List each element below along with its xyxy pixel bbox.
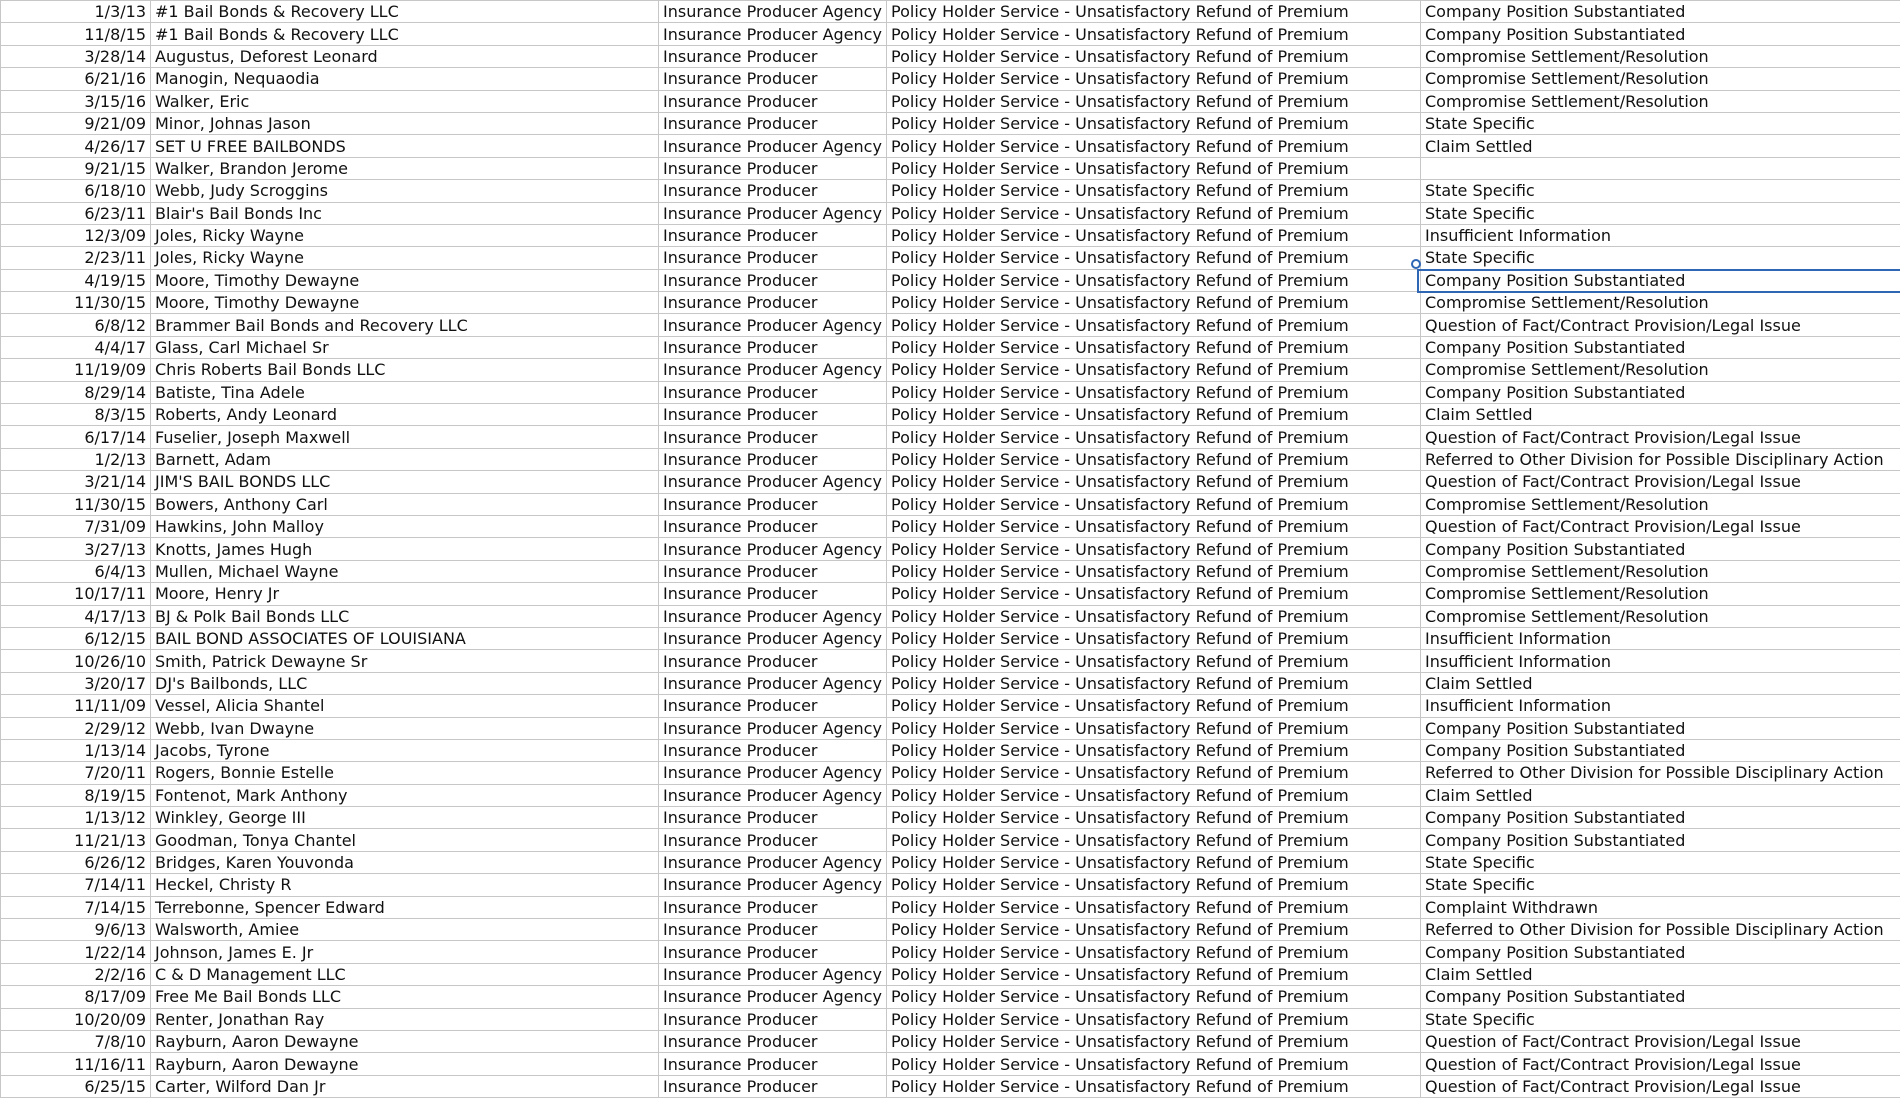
reason-cell[interactable]: Policy Holder Service - Unsatisfactory Refund of Premium bbox=[887, 68, 1421, 90]
license-type-cell[interactable]: Insurance Producer bbox=[659, 180, 887, 202]
table-row bbox=[1, 1, 1900, 23]
date-cell[interactable]: 9/21/09 bbox=[1, 112, 151, 134]
date-cell[interactable]: 3/20/17 bbox=[1, 672, 151, 694]
name-cell[interactable]: Moore, Timothy Dewayne bbox=[151, 269, 659, 291]
date-cell[interactable]: 8/19/15 bbox=[1, 784, 151, 806]
date-cell[interactable]: 8/29/14 bbox=[1, 381, 151, 403]
name-cell[interactable]: Fontenot, Mark Anthony bbox=[151, 784, 659, 806]
table-row bbox=[1, 627, 1900, 649]
name-cell[interactable]: Glass, Carl Michael Sr bbox=[151, 336, 659, 358]
reason-cell[interactable]: Policy Holder Service - Unsatisfactory Refund of Premium bbox=[887, 874, 1421, 896]
disposition-cell[interactable]: Insufficient Information bbox=[1421, 627, 1900, 649]
table-row bbox=[1, 695, 1900, 717]
date-cell[interactable]: 4/4/17 bbox=[1, 336, 151, 358]
table-row bbox=[1, 650, 1900, 672]
reason-cell[interactable]: Policy Holder Service - Unsatisfactory Refund of Premium bbox=[887, 269, 1421, 291]
license-type-cell[interactable]: Insurance Producer bbox=[659, 426, 887, 448]
table-row bbox=[1, 963, 1900, 985]
disposition-cell[interactable]: Compromise Settlement/Resolution bbox=[1421, 560, 1900, 582]
license-type-cell[interactable]: Insurance Producer Agency bbox=[659, 717, 887, 739]
license-type-cell[interactable]: Insurance Producer Agency bbox=[659, 1, 887, 23]
reason-cell[interactable]: Policy Holder Service - Unsatisfactory Refund of Premium bbox=[887, 247, 1421, 269]
table-row bbox=[1, 359, 1900, 381]
disposition-cell[interactable]: Company Position Substantiated bbox=[1421, 269, 1900, 291]
date-cell[interactable]: 11/30/15 bbox=[1, 493, 151, 515]
license-type-cell[interactable]: Insurance Producer bbox=[659, 650, 887, 672]
reason-cell[interactable]: Policy Holder Service - Unsatisfactory Refund of Premium bbox=[887, 448, 1421, 470]
license-type-cell[interactable]: Insurance Producer bbox=[659, 560, 887, 582]
license-type-cell[interactable]: Insurance Producer bbox=[659, 157, 887, 179]
reason-cell[interactable]: Policy Holder Service - Unsatisfactory Refund of Premium bbox=[887, 224, 1421, 246]
disposition-cell[interactable]: Claim Settled bbox=[1421, 135, 1900, 157]
date-cell[interactable]: 11/11/09 bbox=[1, 695, 151, 717]
date-cell[interactable]: 6/26/12 bbox=[1, 851, 151, 873]
disposition-cell[interactable]: Insufficient Information bbox=[1421, 695, 1900, 717]
table-row bbox=[1, 784, 1900, 806]
date-cell[interactable]: 9/21/15 bbox=[1, 157, 151, 179]
disposition-cell[interactable]: Company Position Substantiated bbox=[1421, 538, 1900, 560]
table-row bbox=[1, 269, 1900, 291]
disposition-cell[interactable]: State Specific bbox=[1421, 112, 1900, 134]
license-type-cell[interactable]: Insurance Producer bbox=[659, 292, 887, 314]
date-cell[interactable]: 1/2/13 bbox=[1, 448, 151, 470]
name-cell[interactable]: SET U FREE BAILBONDS bbox=[151, 135, 659, 157]
reason-cell[interactable]: Policy Holder Service - Unsatisfactory Refund of Premium bbox=[887, 1, 1421, 23]
license-type-cell[interactable]: Insurance Producer bbox=[659, 336, 887, 358]
table-row bbox=[1, 986, 1900, 1008]
table-row bbox=[1, 829, 1900, 851]
table-row bbox=[1, 1030, 1900, 1052]
name-cell[interactable]: DJ's Bailbonds, LLC bbox=[151, 672, 659, 694]
license-type-cell[interactable]: Insurance Producer Agency bbox=[659, 23, 887, 45]
name-cell[interactable]: Minor, Johnas Jason bbox=[151, 112, 659, 134]
date-cell[interactable]: 4/17/13 bbox=[1, 605, 151, 627]
reason-cell[interactable]: Policy Holder Service - Unsatisfactory Refund of Premium bbox=[887, 695, 1421, 717]
reason-cell[interactable]: Policy Holder Service - Unsatisfactory Refund of Premium bbox=[887, 292, 1421, 314]
date-cell[interactable]: 1/13/14 bbox=[1, 739, 151, 761]
disposition-cell[interactable]: State Specific bbox=[1421, 180, 1900, 202]
disposition-cell[interactable]: Referred to Other Division for Possible Disciplinary Action bbox=[1421, 762, 1900, 784]
license-type-cell[interactable]: Insurance Producer Agency bbox=[659, 202, 887, 224]
disposition-cell[interactable]: Company Position Substantiated bbox=[1421, 717, 1900, 739]
license-type-cell[interactable]: Insurance Producer bbox=[659, 68, 887, 90]
name-cell[interactable]: Renter, Jonathan Ray bbox=[151, 1008, 659, 1030]
date-cell[interactable]: 3/15/16 bbox=[1, 90, 151, 112]
license-type-cell[interactable]: Insurance Producer bbox=[659, 493, 887, 515]
name-cell[interactable]: Moore, Timothy Dewayne bbox=[151, 292, 659, 314]
disposition-cell[interactable]: Question of Fact/Contract Provision/Legal Issue bbox=[1421, 1053, 1900, 1075]
disposition-cell[interactable]: Insufficient Information bbox=[1421, 650, 1900, 672]
disposition-cell[interactable]: Claim Settled bbox=[1421, 784, 1900, 806]
table-row bbox=[1, 515, 1900, 537]
reason-cell[interactable]: Policy Holder Service - Unsatisfactory Refund of Premium bbox=[887, 202, 1421, 224]
reason-cell[interactable]: Policy Holder Service - Unsatisfactory Refund of Premium bbox=[887, 829, 1421, 851]
date-cell[interactable]: 12/3/09 bbox=[1, 224, 151, 246]
date-cell[interactable]: 7/8/10 bbox=[1, 1030, 151, 1052]
disposition-cell[interactable]: Company Position Substantiated bbox=[1421, 336, 1900, 358]
license-type-cell[interactable]: Insurance Producer bbox=[659, 269, 887, 291]
date-cell[interactable]: 3/27/13 bbox=[1, 538, 151, 560]
license-type-cell[interactable]: Insurance Producer bbox=[659, 807, 887, 829]
name-cell[interactable]: Heckel, Christy R bbox=[151, 874, 659, 896]
date-cell[interactable]: 10/17/11 bbox=[1, 583, 151, 605]
name-cell[interactable]: Augustus, Deforest Leonard bbox=[151, 45, 659, 67]
table-row bbox=[1, 292, 1900, 314]
date-cell[interactable]: 11/30/15 bbox=[1, 292, 151, 314]
license-type-cell[interactable]: Insurance Producer bbox=[659, 90, 887, 112]
date-cell[interactable]: 7/14/11 bbox=[1, 874, 151, 896]
reason-cell[interactable]: Policy Holder Service - Unsatisfactory Refund of Premium bbox=[887, 23, 1421, 45]
license-type-cell[interactable]: Insurance Producer bbox=[659, 448, 887, 470]
table-body bbox=[1, 1, 1900, 1098]
name-cell[interactable]: Webb, Ivan Dwayne bbox=[151, 717, 659, 739]
disposition-cell[interactable]: Referred to Other Division for Possible Disciplinary Action bbox=[1421, 919, 1900, 941]
name-cell[interactable]: Barnett, Adam bbox=[151, 448, 659, 470]
license-type-cell[interactable]: Insurance Producer Agency bbox=[659, 986, 887, 1008]
date-cell[interactable]: 6/23/11 bbox=[1, 202, 151, 224]
license-type-cell[interactable]: Insurance Producer Agency bbox=[659, 538, 887, 560]
disposition-cell[interactable]: Company Position Substantiated bbox=[1421, 941, 1900, 963]
date-cell[interactable]: 1/13/12 bbox=[1, 807, 151, 829]
license-type-cell[interactable]: Insurance Producer Agency bbox=[659, 851, 887, 873]
table-row bbox=[1, 851, 1900, 873]
date-cell[interactable]: 8/3/15 bbox=[1, 404, 151, 426]
name-cell[interactable]: Winkley, George III bbox=[151, 807, 659, 829]
reason-cell[interactable]: Policy Holder Service - Unsatisfactory Refund of Premium bbox=[887, 180, 1421, 202]
date-cell[interactable]: 2/23/11 bbox=[1, 247, 151, 269]
disposition-cell[interactable]: Compromise Settlement/Resolution bbox=[1421, 493, 1900, 515]
name-cell[interactable]: Bridges, Karen Youvonda bbox=[151, 851, 659, 873]
license-type-cell[interactable]: Insurance Producer Agency bbox=[659, 359, 887, 381]
date-cell[interactable]: 7/31/09 bbox=[1, 515, 151, 537]
disposition-cell[interactable]: Company Position Substantiated bbox=[1421, 23, 1900, 45]
reason-cell[interactable]: Policy Holder Service - Unsatisfactory Refund of Premium bbox=[887, 359, 1421, 381]
date-cell[interactable]: 2/29/12 bbox=[1, 717, 151, 739]
license-type-cell[interactable]: Insurance Producer bbox=[659, 919, 887, 941]
date-cell[interactable]: 10/26/10 bbox=[1, 650, 151, 672]
license-type-cell[interactable]: Insurance Producer bbox=[659, 1075, 887, 1097]
reason-cell[interactable]: Policy Holder Service - Unsatisfactory Refund of Premium bbox=[887, 112, 1421, 134]
name-cell[interactable]: Rogers, Bonnie Estelle bbox=[151, 762, 659, 784]
disposition-cell[interactable]: Compromise Settlement/Resolution bbox=[1421, 90, 1900, 112]
disposition-cell[interactable]: State Specific bbox=[1421, 1008, 1900, 1030]
name-cell[interactable]: Bowers, Anthony Carl bbox=[151, 493, 659, 515]
table-row bbox=[1, 404, 1900, 426]
disposition-cell[interactable]: State Specific bbox=[1421, 851, 1900, 873]
date-cell[interactable]: 6/21/16 bbox=[1, 68, 151, 90]
disposition-cell[interactable]: Claim Settled bbox=[1421, 963, 1900, 985]
date-cell[interactable]: 4/26/17 bbox=[1, 135, 151, 157]
table-row bbox=[1, 762, 1900, 784]
name-cell[interactable]: Walker, Eric bbox=[151, 90, 659, 112]
name-cell[interactable]: Free Me Bail Bonds LLC bbox=[151, 986, 659, 1008]
license-type-cell[interactable]: Insurance Producer Agency bbox=[659, 135, 887, 157]
table-row bbox=[1, 605, 1900, 627]
name-cell[interactable]: Vessel, Alicia Shantel bbox=[151, 695, 659, 717]
reason-cell[interactable]: Policy Holder Service - Unsatisfactory Refund of Premium bbox=[887, 381, 1421, 403]
disposition-cell[interactable]: Question of Fact/Contract Provision/Legal Issue bbox=[1421, 1075, 1900, 1097]
reason-cell[interactable]: Policy Holder Service - Unsatisfactory Refund of Premium bbox=[887, 896, 1421, 918]
date-cell[interactable]: 1/22/14 bbox=[1, 941, 151, 963]
table-row bbox=[1, 202, 1900, 224]
disposition-cell[interactable]: Compromise Settlement/Resolution bbox=[1421, 68, 1900, 90]
reason-cell[interactable]: Policy Holder Service - Unsatisfactory Refund of Premium bbox=[887, 919, 1421, 941]
table-row bbox=[1, 919, 1900, 941]
disposition-cell[interactable]: Insufficient Information bbox=[1421, 224, 1900, 246]
name-cell[interactable]: Johnson, James E. Jr bbox=[151, 941, 659, 963]
license-type-cell[interactable]: Insurance Producer Agency bbox=[659, 627, 887, 649]
disposition-cell[interactable]: Compromise Settlement/Resolution bbox=[1421, 292, 1900, 314]
license-type-cell[interactable]: Insurance Producer Agency bbox=[659, 471, 887, 493]
disposition-cell[interactable]: State Specific bbox=[1421, 247, 1900, 269]
table-row bbox=[1, 739, 1900, 761]
license-type-cell[interactable]: Insurance Producer Agency bbox=[659, 874, 887, 896]
license-type-cell[interactable]: Insurance Producer bbox=[659, 224, 887, 246]
name-cell[interactable]: Mullen, Michael Wayne bbox=[151, 560, 659, 582]
date-cell[interactable]: 1/3/13 bbox=[1, 1, 151, 23]
license-type-cell[interactable]: Insurance Producer bbox=[659, 739, 887, 761]
license-type-cell[interactable]: Insurance Producer bbox=[659, 829, 887, 851]
reason-cell[interactable]: Policy Holder Service - Unsatisfactory Refund of Premium bbox=[887, 336, 1421, 358]
date-cell[interactable]: 6/12/15 bbox=[1, 627, 151, 649]
license-type-cell[interactable]: Insurance Producer Agency bbox=[659, 963, 887, 985]
reason-cell[interactable]: Policy Holder Service - Unsatisfactory Refund of Premium bbox=[887, 314, 1421, 336]
table-row bbox=[1, 314, 1900, 336]
license-type-cell[interactable]: Insurance Producer bbox=[659, 1053, 887, 1075]
name-cell[interactable]: #1 Bail Bonds & Recovery LLC bbox=[151, 1, 659, 23]
reason-cell[interactable]: Policy Holder Service - Unsatisfactory Refund of Premium bbox=[887, 807, 1421, 829]
table-row bbox=[1, 157, 1900, 179]
name-cell[interactable]: Walsworth, Amiee bbox=[151, 919, 659, 941]
disposition-cell[interactable]: Claim Settled bbox=[1421, 404, 1900, 426]
name-cell[interactable]: Jacobs, Tyrone bbox=[151, 739, 659, 761]
table-row bbox=[1, 448, 1900, 470]
name-cell[interactable]: BAIL BOND ASSOCIATES OF LOUISIANA bbox=[151, 627, 659, 649]
license-type-cell[interactable]: Insurance Producer bbox=[659, 941, 887, 963]
date-cell[interactable]: 10/20/09 bbox=[1, 1008, 151, 1030]
table-row bbox=[1, 1008, 1900, 1030]
license-type-cell[interactable]: Insurance Producer Agency bbox=[659, 784, 887, 806]
disposition-cell[interactable]: Company Position Substantiated bbox=[1421, 986, 1900, 1008]
disposition-cell[interactable]: Compromise Settlement/Resolution bbox=[1421, 359, 1900, 381]
disposition-cell[interactable]: Question of Fact/Contract Provision/Legal Issue bbox=[1421, 426, 1900, 448]
table-row bbox=[1, 68, 1900, 90]
table-row bbox=[1, 874, 1900, 896]
name-cell[interactable]: Joles, Ricky Wayne bbox=[151, 224, 659, 246]
table-row bbox=[1, 583, 1900, 605]
disposition-cell[interactable]: Compromise Settlement/Resolution bbox=[1421, 45, 1900, 67]
table-row bbox=[1, 224, 1900, 246]
name-cell[interactable]: Moore, Henry Jr bbox=[151, 583, 659, 605]
fill-handle[interactable] bbox=[1411, 259, 1421, 269]
disposition-cell[interactable]: State Specific bbox=[1421, 202, 1900, 224]
disposition-cell[interactable]: Company Position Substantiated bbox=[1421, 829, 1900, 851]
disposition-cell[interactable]: Complaint Withdrawn bbox=[1421, 896, 1900, 918]
table-row bbox=[1, 247, 1900, 269]
date-cell[interactable]: 2/2/16 bbox=[1, 963, 151, 985]
disposition-cell[interactable]: Question of Fact/Contract Provision/Legal Issue bbox=[1421, 471, 1900, 493]
reason-cell[interactable]: Policy Holder Service - Unsatisfactory Refund of Premium bbox=[887, 1030, 1421, 1052]
name-cell[interactable]: Hawkins, John Malloy bbox=[151, 515, 659, 537]
name-cell[interactable]: #1 Bail Bonds & Recovery LLC bbox=[151, 23, 659, 45]
disposition-cell[interactable]: Referred to Other Division for Possible Disciplinary Action bbox=[1421, 448, 1900, 470]
name-cell[interactable]: C & D Management LLC bbox=[151, 963, 659, 985]
disposition-cell[interactable]: Company Position Substantiated bbox=[1421, 739, 1900, 761]
table-row bbox=[1, 538, 1900, 560]
reason-cell[interactable]: Policy Holder Service - Unsatisfactory Refund of Premium bbox=[887, 784, 1421, 806]
disposition-cell[interactable]: Claim Settled bbox=[1421, 672, 1900, 694]
reason-cell[interactable]: Policy Holder Service - Unsatisfactory Refund of Premium bbox=[887, 583, 1421, 605]
license-type-cell[interactable]: Insurance Producer Agency bbox=[659, 605, 887, 627]
reason-cell[interactable]: Policy Holder Service - Unsatisfactory Refund of Premium bbox=[887, 493, 1421, 515]
table-row bbox=[1, 180, 1900, 202]
table-row bbox=[1, 717, 1900, 739]
date-cell[interactable]: 11/21/13 bbox=[1, 829, 151, 851]
date-cell[interactable]: 11/8/15 bbox=[1, 23, 151, 45]
name-cell[interactable]: JIM'S BAIL BONDS LLC bbox=[151, 471, 659, 493]
reason-cell[interactable]: Policy Holder Service - Unsatisfactory Refund of Premium bbox=[887, 762, 1421, 784]
date-cell[interactable]: 6/25/15 bbox=[1, 1075, 151, 1097]
license-type-cell[interactable]: Insurance Producer bbox=[659, 583, 887, 605]
name-cell[interactable]: Webb, Judy Scroggins bbox=[151, 180, 659, 202]
date-cell[interactable]: 4/19/15 bbox=[1, 269, 151, 291]
license-type-cell[interactable]: Insurance Producer Agency bbox=[659, 762, 887, 784]
reason-cell[interactable]: Policy Holder Service - Unsatisfactory Refund of Premium bbox=[887, 538, 1421, 560]
table-row bbox=[1, 135, 1900, 157]
name-cell[interactable]: BJ & Polk Bail Bonds LLC bbox=[151, 605, 659, 627]
disposition-cell[interactable]: Compromise Settlement/Resolution bbox=[1421, 583, 1900, 605]
reason-cell[interactable]: Policy Holder Service - Unsatisfactory Refund of Premium bbox=[887, 605, 1421, 627]
reason-cell[interactable]: Policy Holder Service - Unsatisfactory Refund of Premium bbox=[887, 1008, 1421, 1030]
disposition-cell[interactable]: Company Position Substantiated bbox=[1421, 381, 1900, 403]
name-cell[interactable]: Rayburn, Aaron Dewayne bbox=[151, 1030, 659, 1052]
date-cell[interactable]: 6/18/10 bbox=[1, 180, 151, 202]
disposition-cell[interactable]: Question of Fact/Contract Provision/Legal Issue bbox=[1421, 515, 1900, 537]
disposition-cell[interactable]: Company Position Substantiated bbox=[1421, 807, 1900, 829]
reason-cell[interactable]: Policy Holder Service - Unsatisfactory Refund of Premium bbox=[887, 717, 1421, 739]
reason-cell[interactable]: Policy Holder Service - Unsatisfactory Refund of Premium bbox=[887, 650, 1421, 672]
date-cell[interactable]: 6/4/13 bbox=[1, 560, 151, 582]
name-cell[interactable]: Batiste, Tina Adele bbox=[151, 381, 659, 403]
reason-cell[interactable]: Policy Holder Service - Unsatisfactory Refund of Premium bbox=[887, 157, 1421, 179]
date-cell[interactable]: 3/28/14 bbox=[1, 45, 151, 67]
reason-cell[interactable]: Policy Holder Service - Unsatisfactory Refund of Premium bbox=[887, 560, 1421, 582]
name-cell[interactable]: Blair's Bail Bonds Inc bbox=[151, 202, 659, 224]
date-cell[interactable]: 7/14/15 bbox=[1, 896, 151, 918]
disposition-cell[interactable]: Question of Fact/Contract Provision/Legal Issue bbox=[1421, 1030, 1900, 1052]
license-type-cell[interactable]: Insurance Producer bbox=[659, 695, 887, 717]
name-cell[interactable]: Smith, Patrick Dewayne Sr bbox=[151, 650, 659, 672]
reason-cell[interactable]: Policy Holder Service - Unsatisfactory Refund of Premium bbox=[887, 45, 1421, 67]
name-cell[interactable]: Chris Roberts Bail Bonds LLC bbox=[151, 359, 659, 381]
license-type-cell[interactable]: Insurance Producer bbox=[659, 112, 887, 134]
license-type-cell[interactable]: Insurance Producer bbox=[659, 381, 887, 403]
reason-cell[interactable]: Policy Holder Service - Unsatisfactory Refund of Premium bbox=[887, 851, 1421, 873]
table-row bbox=[1, 471, 1900, 493]
license-type-cell[interactable]: Insurance Producer bbox=[659, 404, 887, 426]
reason-cell[interactable]: Policy Holder Service - Unsatisfactory Refund of Premium bbox=[887, 739, 1421, 761]
name-cell[interactable]: Terrebonne, Spencer Edward bbox=[151, 896, 659, 918]
reason-cell[interactable]: Policy Holder Service - Unsatisfactory Refund of Premium bbox=[887, 426, 1421, 448]
date-cell[interactable]: 11/16/11 bbox=[1, 1053, 151, 1075]
table-row bbox=[1, 381, 1900, 403]
table-row bbox=[1, 426, 1900, 448]
table-row bbox=[1, 45, 1900, 67]
table-row bbox=[1, 112, 1900, 134]
table-row bbox=[1, 896, 1900, 918]
table-row bbox=[1, 1075, 1900, 1097]
reason-cell[interactable]: Policy Holder Service - Unsatisfactory Refund of Premium bbox=[887, 986, 1421, 1008]
date-cell[interactable]: 6/8/12 bbox=[1, 314, 151, 336]
license-type-cell[interactable]: Insurance Producer bbox=[659, 247, 887, 269]
reason-cell[interactable]: Policy Holder Service - Unsatisfactory Refund of Premium bbox=[887, 627, 1421, 649]
disposition-cell[interactable]: State Specific bbox=[1421, 874, 1900, 896]
name-cell[interactable]: Fuselier, Joseph Maxwell bbox=[151, 426, 659, 448]
table-row bbox=[1, 672, 1900, 694]
license-type-cell[interactable]: Insurance Producer Agency bbox=[659, 314, 887, 336]
disposition-cell[interactable] bbox=[1421, 157, 1900, 179]
name-cell[interactable]: Rayburn, Aaron Dewayne bbox=[151, 1053, 659, 1075]
reason-cell[interactable]: Policy Holder Service - Unsatisfactory Refund of Premium bbox=[887, 515, 1421, 537]
reason-cell[interactable]: Policy Holder Service - Unsatisfactory Refund of Premium bbox=[887, 1053, 1421, 1075]
date-cell[interactable]: 3/21/14 bbox=[1, 471, 151, 493]
disposition-cell[interactable]: Company Position Substantiated bbox=[1421, 1, 1900, 23]
reason-cell[interactable]: Policy Holder Service - Unsatisfactory Refund of Premium bbox=[887, 471, 1421, 493]
license-type-cell[interactable]: Insurance Producer bbox=[659, 896, 887, 918]
name-cell[interactable]: Goodman, Tonya Chantel bbox=[151, 829, 659, 851]
table-row bbox=[1, 1053, 1900, 1075]
reason-cell[interactable]: Policy Holder Service - Unsatisfactory Refund of Premium bbox=[887, 1075, 1421, 1097]
reason-cell[interactable]: Policy Holder Service - Unsatisfactory Refund of Premium bbox=[887, 672, 1421, 694]
name-cell[interactable]: Carter, Wilford Dan Jr bbox=[151, 1075, 659, 1097]
table-row bbox=[1, 560, 1900, 582]
reason-cell[interactable]: Policy Holder Service - Unsatisfactory Refund of Premium bbox=[887, 963, 1421, 985]
disposition-cell[interactable]: Compromise Settlement/Resolution bbox=[1421, 605, 1900, 627]
name-cell[interactable]: Roberts, Andy Leonard bbox=[151, 404, 659, 426]
date-cell[interactable]: 11/19/09 bbox=[1, 359, 151, 381]
name-cell[interactable]: Joles, Ricky Wayne bbox=[151, 247, 659, 269]
table-row bbox=[1, 23, 1900, 45]
reason-cell[interactable]: Policy Holder Service - Unsatisfactory Refund of Premium bbox=[887, 941, 1421, 963]
table-row bbox=[1, 807, 1900, 829]
name-cell[interactable]: Brammer Bail Bonds and Recovery LLC bbox=[151, 314, 659, 336]
license-type-cell[interactable]: Insurance Producer Agency bbox=[659, 672, 887, 694]
date-cell[interactable]: 7/20/11 bbox=[1, 762, 151, 784]
disposition-cell[interactable]: Question of Fact/Contract Provision/Legal Issue bbox=[1421, 314, 1900, 336]
table-row bbox=[1, 90, 1900, 112]
license-type-cell[interactable]: Insurance Producer bbox=[659, 1030, 887, 1052]
date-cell[interactable]: 9/6/13 bbox=[1, 919, 151, 941]
date-cell[interactable]: 8/17/09 bbox=[1, 986, 151, 1008]
table-row bbox=[1, 493, 1900, 515]
reason-cell[interactable]: Policy Holder Service - Unsatisfactory Refund of Premium bbox=[887, 90, 1421, 112]
reason-cell[interactable]: Policy Holder Service - Unsatisfactory Refund of Premium bbox=[887, 135, 1421, 157]
name-cell[interactable]: Manogin, Nequaodia bbox=[151, 68, 659, 90]
table-row bbox=[1, 336, 1900, 358]
reason-cell[interactable]: Policy Holder Service - Unsatisfactory Refund of Premium bbox=[887, 404, 1421, 426]
date-cell[interactable]: 6/17/14 bbox=[1, 426, 151, 448]
license-type-cell[interactable]: Insurance Producer bbox=[659, 45, 887, 67]
table-row bbox=[1, 941, 1900, 963]
name-cell[interactable]: Walker, Brandon Jerome bbox=[151, 157, 659, 179]
license-type-cell[interactable]: Insurance Producer bbox=[659, 515, 887, 537]
license-type-cell[interactable]: Insurance Producer bbox=[659, 1008, 887, 1030]
name-cell[interactable]: Knotts, James Hugh bbox=[151, 538, 659, 560]
